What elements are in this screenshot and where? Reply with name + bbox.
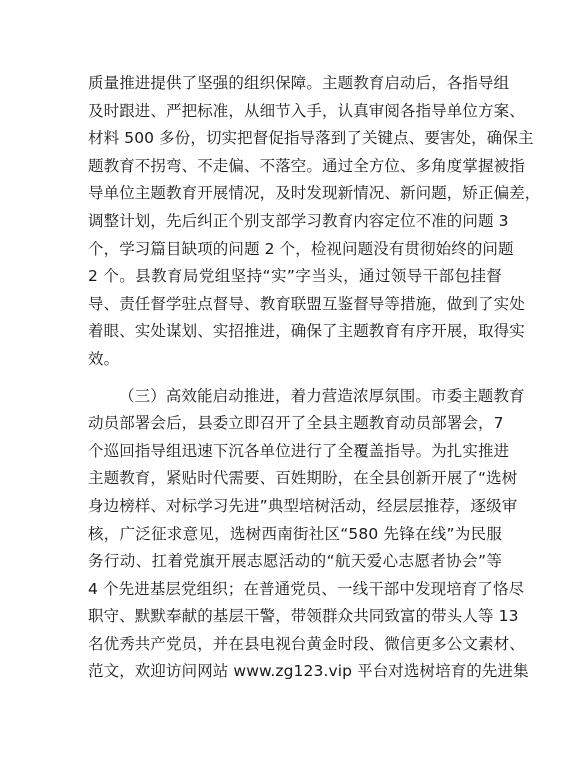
paragraph-line: 效。 xyxy=(88,349,120,368)
paragraph-line: 及时跟进、严把标准，从细节入手，认真审阅各指导单位方案、 xyxy=(88,101,525,120)
paragraph-line: 主题教育，紧贴时代需要、百姓期盼，在全县创新开展了“选树 xyxy=(88,469,518,488)
paragraph-spacer xyxy=(88,374,502,383)
paragraph-line: 质量推进提供了坚强的组织保障。主题教育启动后，各指导组 xyxy=(88,74,510,92)
paragraph-line: 个，学习篇目缺项的问题 2 个，检视问题没有贯彻始终的问题 xyxy=(88,239,514,258)
paragraph-line: 着眼、实处谋划、实招推进，确保了主题教育有序开展，取得实 xyxy=(88,322,525,341)
paragraph-line: 务行动、扛着党旗开展志愿活动的“航天爱心志愿者协会”等 xyxy=(88,552,502,571)
paragraph-line: 范文，欢迎访问网站 www.zg123.vip 平台对选树培育的先进集 xyxy=(88,662,529,681)
paragraph-line: 4 个先进基层党组织；在普通党员、一线干部中发现培育了恪尽 xyxy=(88,579,525,598)
document-body xyxy=(88,70,541,686)
paragraph-line: 导单位主题教育开展情况，及时发现新情况、新问题，矫正偏差， xyxy=(88,184,541,203)
paragraph-line: 材料 500 多份，切实把督促指导落到了关键点、要害处，确保主 xyxy=(88,129,534,148)
paragraph-line: 个巡回指导组迅速下沉各单位进行了全覆盖指导。为扎实推进 xyxy=(88,441,510,460)
paragraph-2 xyxy=(88,383,529,687)
paragraph-line: 题教育不拐弯、不走偏、不落空。通过全方位、多角度掌握被指 xyxy=(88,156,525,175)
paragraph-line: 2 个。县教育局党组坚持“实”字当头，通过领导干部包挂督 xyxy=(88,267,502,286)
paragraph-line: 名优秀共产党员，并在县电视台黄金时段、微信更多公文素材、 xyxy=(88,634,525,653)
paragraph-line: 职守、默默奉献的基层干警，带领群众共同致富的带头人等 13 xyxy=(88,607,519,626)
paragraph-line: 身边榜样、对标学习先进”典型培树活动，经层层推荐，逐级审 xyxy=(88,496,518,515)
paragraph-line: 核，广泛征求意见，选树西南街社区“580 先锋在线”为民服 xyxy=(88,524,502,543)
paragraph-line: 导、责任督学驻点督导、教育联盟互鉴督导等措施，做到了实处 xyxy=(88,294,525,313)
paragraph-line: （三）高效能启动推进，着力营造浓厚氛围。市委主题教育 xyxy=(119,386,525,405)
paragraph-line: 动员部署会后，县委立即召开了全县主题教育动员部署会，7 xyxy=(88,414,504,433)
paragraph-1 xyxy=(88,70,541,374)
paragraph-line: 调整计划，先后纠正个别支部学习教育内容定位不准的问题 3 xyxy=(88,211,509,230)
